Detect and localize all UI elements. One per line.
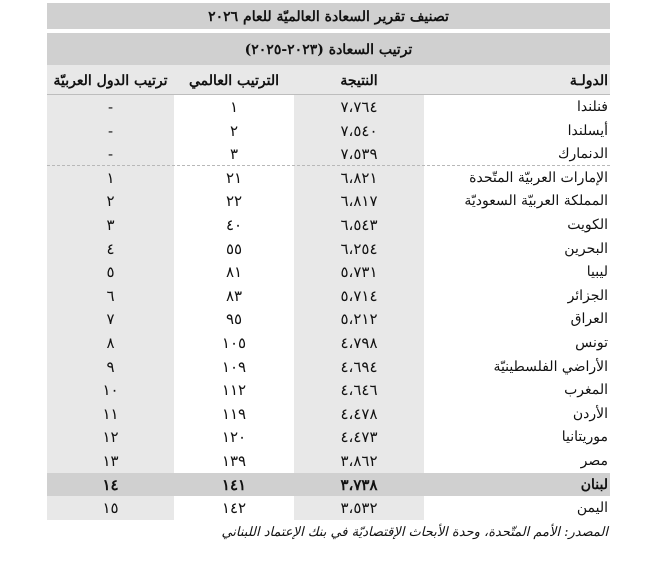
cell-score: ٤،٤٧٨: [294, 402, 424, 426]
cell-score: ٥،٢١٢: [294, 307, 424, 331]
header-row: [47, 65, 610, 95]
cell-arab-rank: ١٥: [47, 496, 174, 520]
cell-world-rank: ١٤١: [174, 473, 294, 497]
cell-score: ٤،٦٤٦: [294, 378, 424, 402]
cell-country: مصر: [424, 449, 610, 473]
table-row: [47, 166, 610, 190]
table-row: [47, 213, 610, 237]
cell-world-rank: ٤٠: [174, 213, 294, 237]
table-row: [47, 473, 610, 497]
table-row: [47, 237, 610, 261]
header-score: النتيجة: [294, 65, 424, 95]
table-row: [47, 307, 610, 331]
table-subtitle: ترتيب السعادة (٢٠٢٣-٢٠٢٥): [47, 33, 610, 65]
table-divider: [47, 165, 610, 166]
source-note: المصدر: الأمم المتّحدة، وحدة الأبحاث الإقتصاديّة في بنك الإعتماد اللبناني: [221, 525, 608, 540]
table-row: [47, 496, 610, 520]
cell-score: ٦،٨٢١: [294, 166, 424, 190]
cell-score: ٤،٦٩٤: [294, 355, 424, 379]
cell-country: الدنمارك: [424, 142, 610, 166]
table-row: [47, 142, 610, 166]
cell-country: لبنان: [424, 473, 610, 497]
cell-world-rank: ٢١: [174, 166, 294, 190]
cell-country: الأردن: [424, 402, 610, 426]
cell-arab-rank: ١١: [47, 402, 174, 426]
cell-country: الكويت: [424, 213, 610, 237]
cell-world-rank: ٨٣: [174, 284, 294, 308]
cell-country: الأراضي الفلسطينيّة: [424, 355, 610, 379]
table-row: [47, 402, 610, 426]
cell-arab-rank: -: [47, 142, 174, 166]
cell-world-rank: ١٢٠: [174, 425, 294, 449]
table-row: [47, 95, 610, 119]
cell-country: ليبيا: [424, 260, 610, 284]
cell-world-rank: ١٤٢: [174, 496, 294, 520]
cell-country: العراق: [424, 307, 610, 331]
cell-arab-rank: ٨: [47, 331, 174, 355]
cell-country: أيسلندا: [424, 119, 610, 143]
cell-score: ٧،٧٦٤: [294, 95, 424, 119]
cell-score: ٦،٢٥٤: [294, 237, 424, 261]
cell-world-rank: ١٠٩: [174, 355, 294, 379]
cell-arab-rank: ٧: [47, 307, 174, 331]
cell-score: ٧،٥٤٠: [294, 119, 424, 143]
cell-score: ٣،٥٣٢: [294, 496, 424, 520]
cell-country: اليمن: [424, 496, 610, 520]
table-row: [47, 331, 610, 355]
happiness-ranking-table: [47, 3, 610, 545]
cell-score: ٦،٥٤٣: [294, 213, 424, 237]
cell-arab-rank: ١٤: [47, 473, 174, 497]
cell-world-rank: ١٣٩: [174, 449, 294, 473]
header-country: الدولـة: [424, 65, 610, 95]
cell-arab-rank: -: [47, 95, 174, 119]
cell-score: ٥،٧٣١: [294, 260, 424, 284]
cell-arab-rank: ١: [47, 166, 174, 190]
cell-country: الإمارات العربيّة المتّحدة: [424, 166, 610, 190]
cell-country: الجزائر: [424, 284, 610, 308]
cell-arab-rank: ١٢: [47, 425, 174, 449]
cell-score: ٣،٧٣٨: [294, 473, 424, 497]
cell-world-rank: ٨١: [174, 260, 294, 284]
cell-score: ٥،٧١٤: [294, 284, 424, 308]
cell-world-rank: ٩٥: [174, 307, 294, 331]
cell-arab-rank: ٣: [47, 213, 174, 237]
cell-score: ٣،٨٦٢: [294, 449, 424, 473]
table-row: [47, 284, 610, 308]
cell-country: البحرين: [424, 237, 610, 261]
cell-country: موريتانيا: [424, 425, 610, 449]
table-title: تصنيف تقرير السعادة العالميّة للعام ٢٠٢٦: [47, 3, 610, 31]
cell-world-rank: ٢: [174, 119, 294, 143]
cell-score: ٤،٤٧٣: [294, 425, 424, 449]
cell-arab-rank: ٩: [47, 355, 174, 379]
table-row: [47, 260, 610, 284]
cell-world-rank: ١٠٥: [174, 331, 294, 355]
cell-arab-rank: ٢: [47, 189, 174, 213]
table-row: [47, 355, 610, 379]
cell-world-rank: ٣: [174, 142, 294, 166]
cell-country: فنلندا: [424, 95, 610, 119]
cell-score: ٦،٨١٧: [294, 189, 424, 213]
cell-score: ٧،٥٣٩: [294, 142, 424, 166]
cell-country: المملكة العربيّة السعوديّة: [424, 189, 610, 213]
cell-arab-rank: ٤: [47, 237, 174, 261]
cell-world-rank: ٥٥: [174, 237, 294, 261]
cell-arab-rank: ٥: [47, 260, 174, 284]
cell-world-rank: ١١٢: [174, 378, 294, 402]
cell-arab-rank: ١٣: [47, 449, 174, 473]
cell-arab-rank: ١٠: [47, 378, 174, 402]
cell-arab-rank: -: [47, 119, 174, 143]
cell-world-rank: ٢٢: [174, 189, 294, 213]
cell-country: المغرب: [424, 378, 610, 402]
cell-world-rank: ١١٩: [174, 402, 294, 426]
cell-score: ٤،٧٩٨: [294, 331, 424, 355]
header-arab-rank: ترتيب الدول العربيّة: [47, 65, 174, 95]
header-world-rank: الترتيب العالمي: [174, 65, 294, 95]
table-body: [47, 95, 610, 520]
cell-country: تونس: [424, 331, 610, 355]
table-row: [47, 119, 610, 143]
table-row: [47, 189, 610, 213]
table-row: [47, 449, 610, 473]
table-row: [47, 378, 610, 402]
cell-world-rank: ١: [174, 95, 294, 119]
table-row: [47, 425, 610, 449]
cell-arab-rank: ٦: [47, 284, 174, 308]
